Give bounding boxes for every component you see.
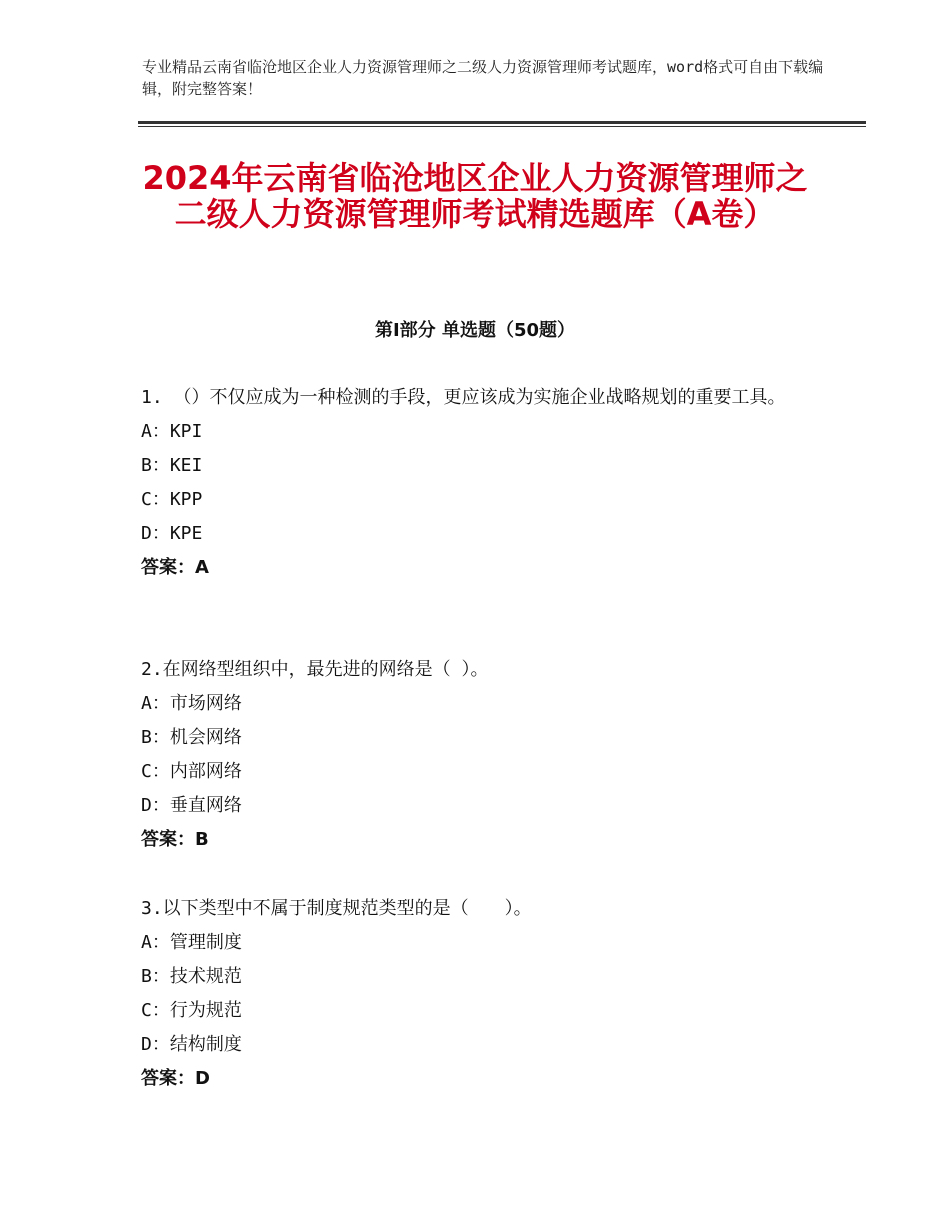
question-stem: 3.以下类型中不属于制度规范类型的是（ ）。 — [141, 898, 532, 919]
question-option-b: B：技术规范 — [141, 966, 242, 987]
question-option-d: D：垂直网络 — [141, 795, 242, 816]
section-heading: 第Ⅰ部分 单选题（50题） — [374, 320, 575, 341]
question-option-c: C：KPP — [141, 489, 203, 510]
question-option-b: B：机会网络 — [141, 727, 242, 748]
question-item — [141, 653, 821, 857]
question-item — [141, 381, 821, 585]
header-note: 专业精品云南省临沧地区企业人力资源管理师之二级人力资源管理师考试题库，word格式可自由下载编辑，附完整答案！ — [142, 58, 824, 98]
question-stem: 2.在网络型组织中，最先进的网络是（ ）。 — [141, 659, 489, 680]
question-option-a: A：KPI — [141, 421, 203, 442]
document-title: 2024年云南省临沧地区企业人力资源管理师之二级人力资源管理师考试精选题库（A卷） — [142, 159, 808, 233]
header-divider-thick — [138, 121, 866, 124]
question-option-c: C：内部网络 — [141, 761, 242, 782]
question-option-a: A：市场网络 — [141, 693, 242, 714]
question-option-d: D：结构制度 — [141, 1034, 242, 1055]
question-option-c: C：行为规范 — [141, 1000, 242, 1021]
question-answer: 答案：D — [141, 1068, 210, 1089]
header-divider-thin — [138, 126, 866, 127]
question-option-a: A：管理制度 — [141, 932, 242, 953]
question-item — [141, 892, 821, 1096]
question-answer: 答案：B — [141, 829, 209, 850]
question-answer: 答案：A — [141, 557, 209, 578]
question-option-d: D：KPE — [141, 523, 203, 544]
question-option-b: B：KEI — [141, 455, 203, 476]
question-stem: 1. （）不仅应成为一种检测的手段，更应该成为实施企业战略规划的重要工具。 — [141, 387, 786, 408]
